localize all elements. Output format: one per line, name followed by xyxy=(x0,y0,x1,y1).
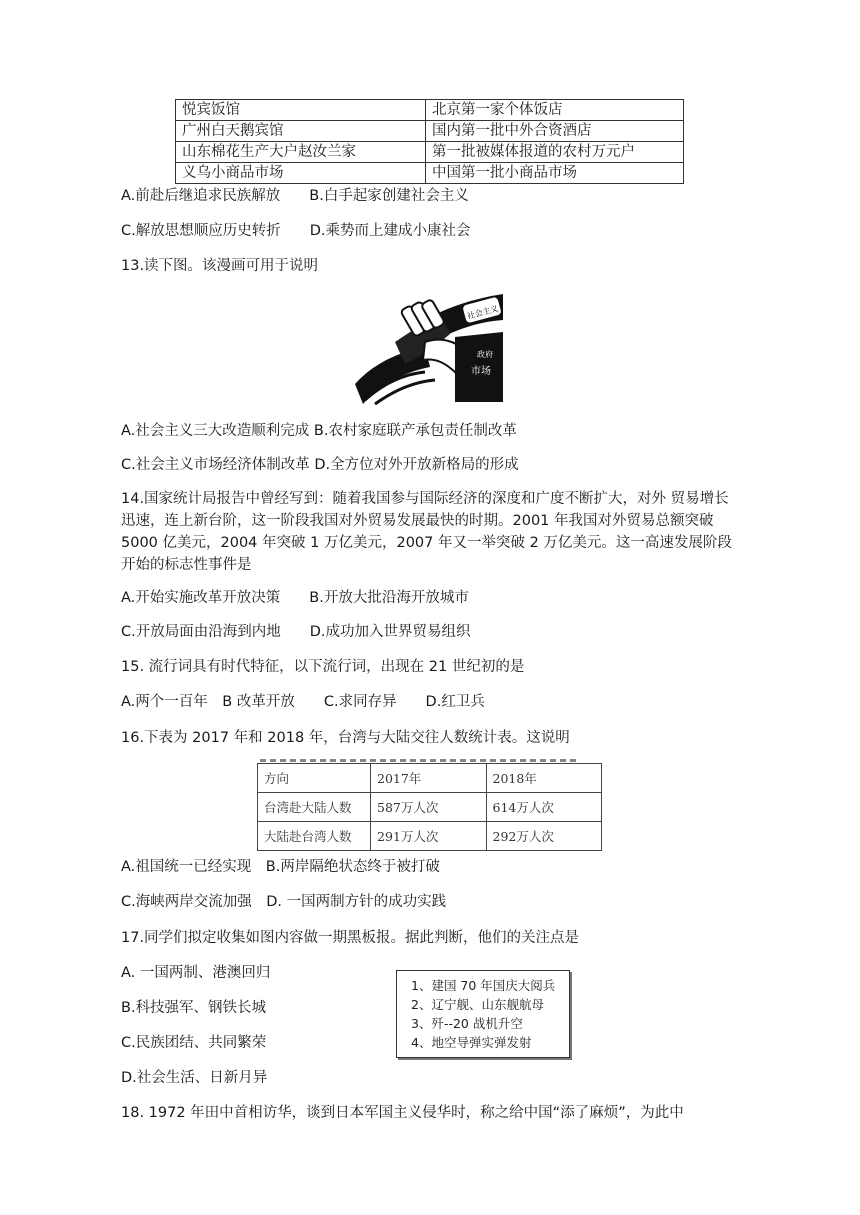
q12-options-ab: A.前赴后继追求民族解放 B.白手起家创建社会主义 xyxy=(121,188,469,204)
q18-stem: 18. 1972 年田中首相访华，谈到日本军国主义侵华时，称之给中国“添了麻烦”，为此中 xyxy=(121,1105,684,1121)
table-cell: 山东棉花生产大户赵汝兰家 xyxy=(176,142,426,163)
table-cell: 291万人次 xyxy=(371,822,487,851)
q13-stem: 13.读下图。该漫画可用于说明 xyxy=(121,258,319,274)
table-cell: 中国第一批小商品市场 xyxy=(426,163,684,184)
q12-events-table xyxy=(175,99,684,184)
table-row xyxy=(176,163,684,184)
table-header-cell: 方向 xyxy=(258,764,371,793)
table-header-cell: 2017年 xyxy=(371,764,487,793)
table-header-cell: 2018年 xyxy=(486,764,602,793)
table-cell: 义乌小商品市场 xyxy=(176,163,426,184)
q16-options-cd: C.海峡两岸交流加强 D. 一国两制方针的成功实践 xyxy=(121,894,447,910)
handshake-cartoon xyxy=(355,292,503,406)
board-item: 2、辽宁舰、山东舰航母 xyxy=(411,997,544,1012)
table-row xyxy=(258,822,602,851)
table-row xyxy=(176,142,684,163)
table-cell: 614万人次 xyxy=(486,793,602,822)
q16-visitors-table xyxy=(257,763,602,851)
table-cell: 悦宾饭馆 xyxy=(176,100,426,121)
table-cell: 北京第一家个体饭店 xyxy=(426,100,684,121)
scan-artifact xyxy=(260,759,580,762)
table-row xyxy=(176,121,684,142)
table-cell: 第一批被媒体报道的农村万元户 xyxy=(426,142,684,163)
table-cell: 大陆赴台湾人数 xyxy=(258,822,371,851)
q16-options-ab: A.祖国统一已经实现 B.两岸隔绝状态终于被打破 xyxy=(121,859,440,875)
q13-options-ab: A.社会主义三大改造顺利完成 B.农村家庭联产承包责任制改革 xyxy=(121,423,517,439)
q14-options-ab: A.开始实施改革开放决策 B.开放大批沿海开放城市 xyxy=(121,590,469,606)
table-row xyxy=(258,793,602,822)
table-cell: 台湾赴大陆人数 xyxy=(258,793,371,822)
blackboard-topics-box xyxy=(396,970,570,1058)
q14-options-cd: C.开放局面由沿海到内地 D.成功加入世界贸易组织 xyxy=(121,624,471,640)
table-cell: 广州白天鹅宾馆 xyxy=(176,121,426,142)
board-item: 1、建国 70 年国庆大阅兵 xyxy=(411,978,556,993)
table-row xyxy=(258,764,602,793)
q17-option-b: B.科技强军、钢铁长城 xyxy=(121,1000,267,1016)
q15-options: A.两个一百年 B 改革开放 C.求同存异 D.红卫兵 xyxy=(121,694,485,710)
q17-option-c: C.民族团结、共同繁荣 xyxy=(121,1035,267,1051)
q17-option-d: D.社会生活、日新月异 xyxy=(121,1070,268,1086)
q17-option-a: A. 一国两制、港澳回归 xyxy=(121,965,271,981)
cartoon-badge-label: 社会主义 xyxy=(466,303,500,321)
table-row xyxy=(176,100,684,121)
table-cell: 国内第一批中外合资酒店 xyxy=(426,121,684,142)
table-cell: 292万人次 xyxy=(486,822,602,851)
q13-options-cd: C.社会主义市场经济体制改革 D.全方位对外开放新格局的形成 xyxy=(121,457,519,473)
q16-stem: 16.下表为 2017 年和 2018 年，台湾与大陆交往人数统计表。这说明 xyxy=(121,730,570,746)
q17-stem: 17.同学们拟定收集如图内容做一期黑板报。据此判断，他们的关注点是 xyxy=(121,930,580,946)
board-item: 4、地空导弹实弹发射 xyxy=(411,1035,532,1050)
cartoon-government-label: 政府 xyxy=(477,350,493,359)
cartoon-market-label: 市场 xyxy=(471,366,491,377)
table-cell: 587万人次 xyxy=(371,793,487,822)
q14-stem: 14.国家统计局报告中曾经写到：随着我国参与国际经济的深度和广度不断扩大，对外 贸易增长迅速，连上新台阶，这一阶段我国对外贸易发展最快的时期。2001 年我国对外贸易总额突破 5000 亿美元，2004 年突破 1 万亿美元，2007 年又一举突破 2 万亿美元。这一高速发展阶段开始的标志性事件是 xyxy=(121,491,732,573)
q15-stem: 15. 流行词具有时代特征，以下流行词，出现在 21 世纪初的是 xyxy=(121,659,525,675)
q12-options-cd: C.解放思想顺应历史转折 D.乘势而上建成小康社会 xyxy=(121,223,471,239)
board-item: 3、歼--20 战机升空 xyxy=(411,1016,523,1031)
